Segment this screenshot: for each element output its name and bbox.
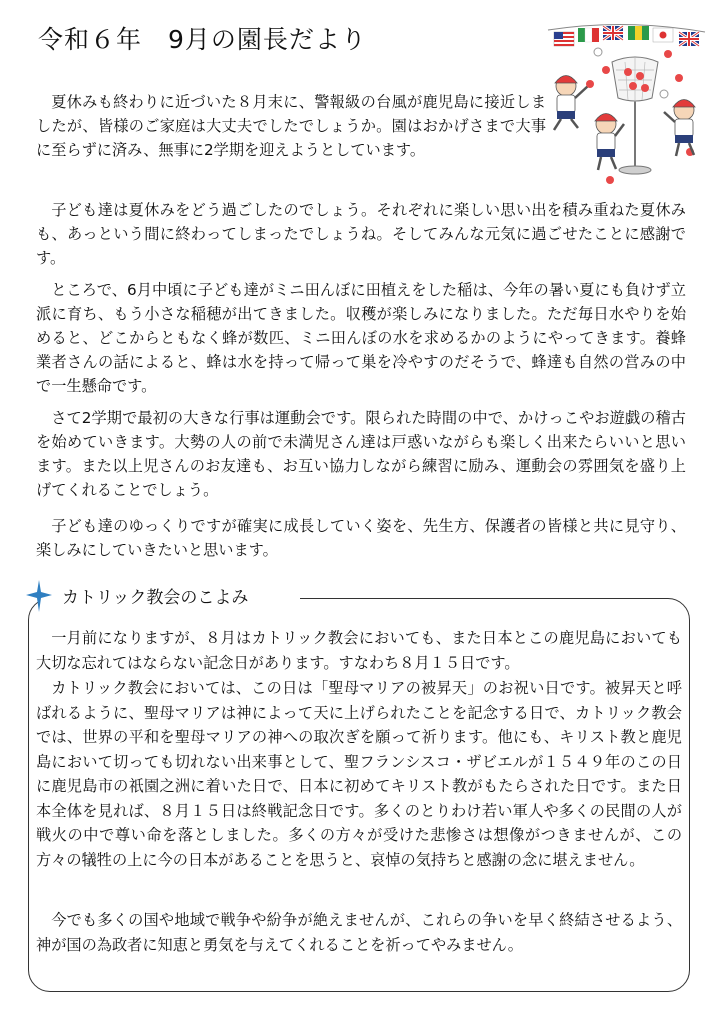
intro-paragraph: 夏休みも終わりに近づいた８月末に、警報級の台風が鹿児島に接近しましたが、皆様のご家庭は大丈夫でしたでしょうか。園はおかげさまで大事に至らずに済み、無事に2学期を迎えようとしています。 [36, 93, 546, 159]
cross-icon [24, 578, 54, 614]
section-paragraph: カトリック教会においては、この日は「聖母マリアの被昇天」のお祝い日です。被昇天と呼ばれるように、聖母マリアは神によって天に上げられたことを記念する日で、カトリック教会では、世界の平和を聖母マリアの神への取次ぎを願って祈ります。他にも、キリスト教と鹿児島において切っても切れない出来事として、聖フランシスコ・ザビエルが１５４９年のこの日に鹿児島市の祇園之洲に着いた日で、日本に初めてキリスト教がもたらされた日です。また日本全体を見れば、８月１５日は終戦記念日です。多くのとりわけ若い軍人や多くの民間の人が戦火の中で尊い命を落としました。多くの方々が受けた悲惨さは想像がつきませんが、この方々の犠牲の上に今の日本があることを思うと、哀悼の気持ちと感謝の念に堪えません。 [36, 679, 683, 869]
intro-paragraph: 子ども達は夏休みをどう過ごしたのでしょう。それぞれに楽しい思い出を積み重ねた夏休みも、あっという間に終わってしまったでしょうね。そしてみんな元気に過ごせたことに感謝です。 [36, 201, 686, 267]
children-ball-toss-illustration [540, 20, 710, 188]
section-title: カトリック教会のこよみ [62, 588, 249, 608]
page-title: 令和６年 9月の園長だより [38, 25, 367, 54]
intro-paragraph: 子ども達のゆっくりですが確実に成長していく姿を、先生方、保護者の皆様と共に見守り、楽しみにしていきたいと思います。 [36, 517, 686, 559]
intro-paragraph: ところで、6月中頃に子ども達がミニ田んぼに田植えをした稲は、今年の暑い夏にも負けず立派に育ち、もう小さな稲穂が出てきました。収穫が楽しみになりました。ただ毎日水やりを始めると、どこからともなく蜂が数匹、ミニ田んぼの水を求めるかのようにやってきます。養蜂業者さんの話によると、蜂は水を持って帰って巣を冷やすのだそうで、蜂達も自然の営みの中で一生懸命です。 [36, 281, 686, 395]
section-paragraph: 一月前になりますが、８月はカトリック教会においても、また日本とこの鹿児島においても大切な忘れてはならない記念日があります。すなわち８月１５日です。 [36, 629, 682, 672]
intro-paragraph: さて2学期で最初の大きな行事は運動会です。限られた時間の中で、かけっこやお遊戯の稽古を始めていきます。大勢の人の前で未満児さん達は戸惑いながらも楽しく出来たらいいと思います。また以上児さんのお友達も、お互い協力しながら練習に励み、運動会の雰囲気を盛り上げてくれることでしょう。 [36, 409, 686, 499]
section-paragraph: 今でも多くの国や地域で戦争や紛争が絶えませんが、これらの争いを早く終結させるよう、神が国の為政者に知恵と勇気を与えてくれることを祈ってやみません。 [36, 911, 682, 954]
flag-bunting [554, 26, 699, 46]
section-header [24, 578, 324, 618]
